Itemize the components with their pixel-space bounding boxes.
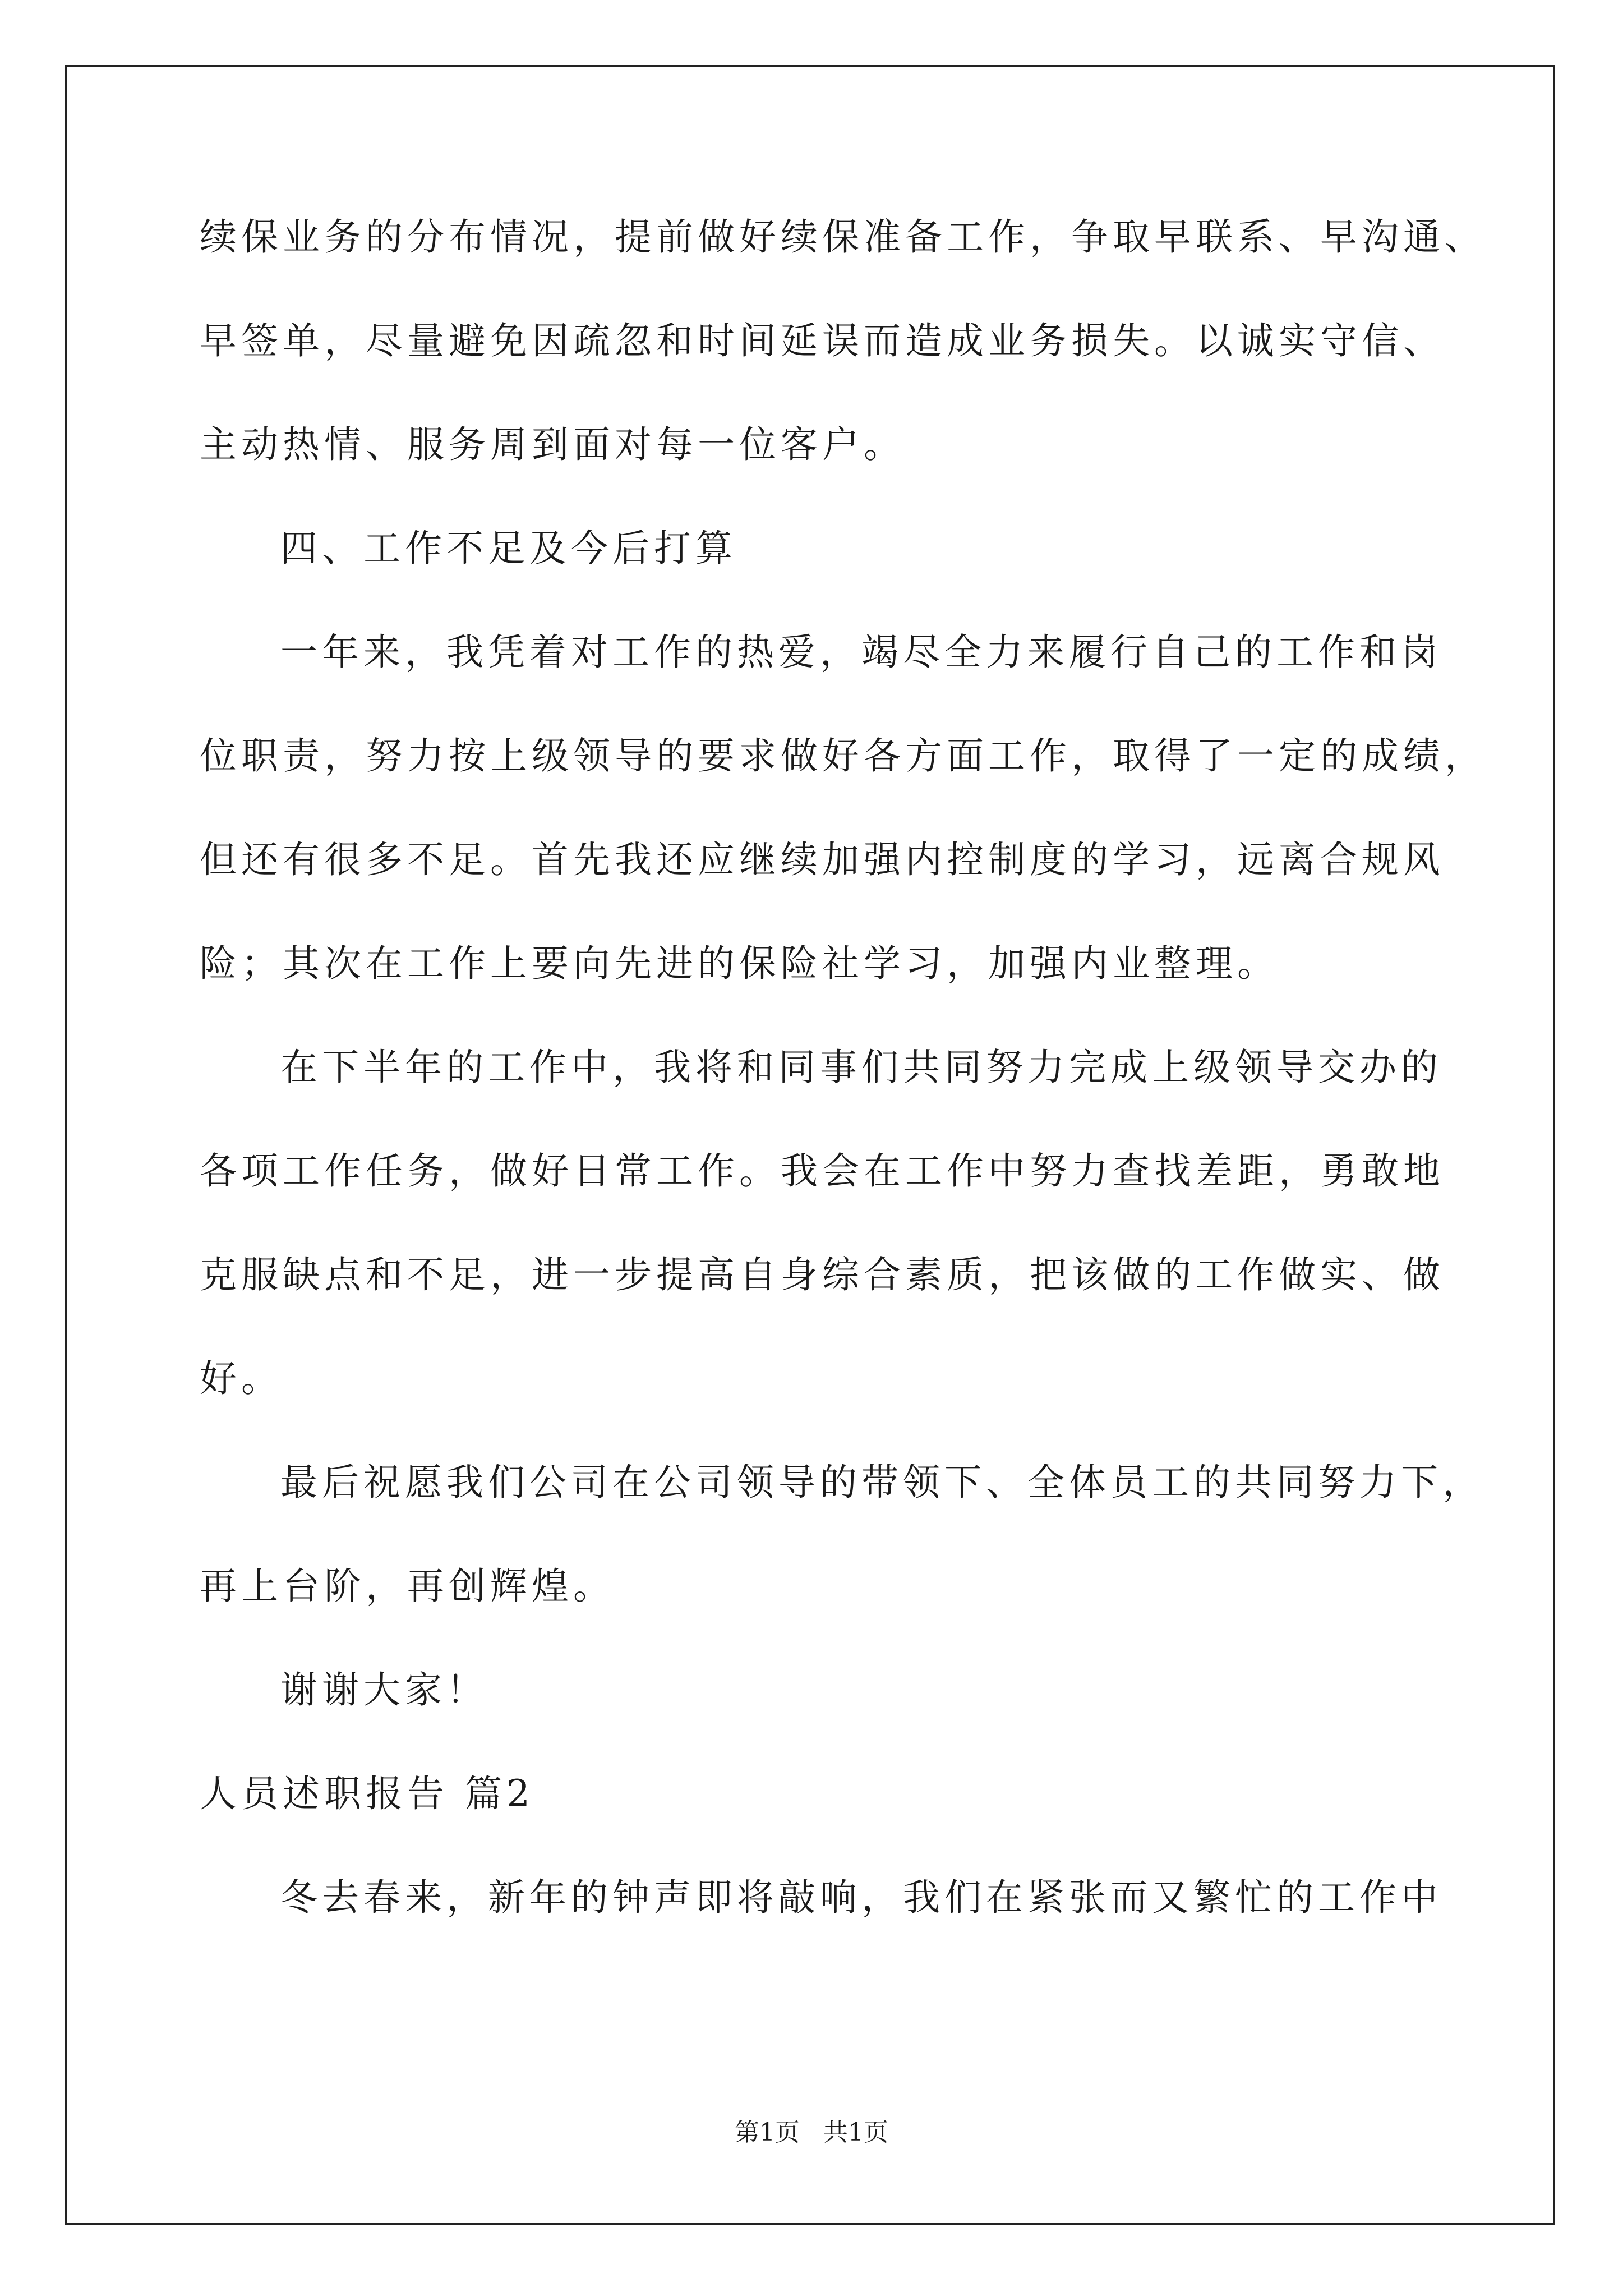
body-text-line: 冬去春来，新年的钟声即将敲响，我们在紧张而又繁忙的工作中 — [280, 1876, 1442, 1919]
body-text-line: 险；其次在工作上要向先进的保险社学习，加强内业整理。 — [200, 942, 1279, 985]
body-text-line: 在下半年的工作中，我将和同事们共同努力完成上级领导交办的 — [280, 1046, 1442, 1089]
body-text-line: 但还有很多不足。首先我还应继续加强内控制度的学习，远离合规风 — [200, 838, 1445, 881]
body-text-line: 续保业务的分布情况，提前做好续保准备工作，争取早联系、早沟通、 — [200, 215, 1486, 259]
body-text-line: 再上台阶，再创辉煌。 — [200, 1565, 615, 1608]
body-text-line: 主动热情、服务周到面对每一位客户。 — [200, 423, 905, 466]
body-text-line: 谢谢大家！ — [280, 1668, 488, 1711]
body-text-line: 好。 — [200, 1357, 283, 1400]
section-heading: 四、工作不足及今后打算 — [280, 527, 737, 570]
body-text-line: 最后祝愿我们公司在公司领导的带领下、全体员工的共同努力下， — [280, 1461, 1484, 1504]
body-text-line: 一年来，我凭着对工作的热爱，竭尽全力来履行自己的工作和岗 — [280, 631, 1442, 674]
body-text-line: 克服缺点和不足，进一步提高自身综合素质，把该做的工作做实、做 — [200, 1253, 1445, 1296]
article-title: 人员述职报告 篇2 — [200, 1772, 534, 1815]
body-text-line: 早签单，尽量避免因疏忽和时间延误而造成业务损失。以诚实守信、 — [200, 319, 1445, 362]
body-text-line: 各项工作任务，做好日常工作。我会在工作中努力查找差距，勇敢地 — [200, 1149, 1445, 1193]
body-text-line: 位职责，努力按上级领导的要求做好各方面工作，取得了一定的成绩， — [200, 734, 1486, 777]
page-number-footer: 第1页 共1页 — [735, 2118, 888, 2147]
